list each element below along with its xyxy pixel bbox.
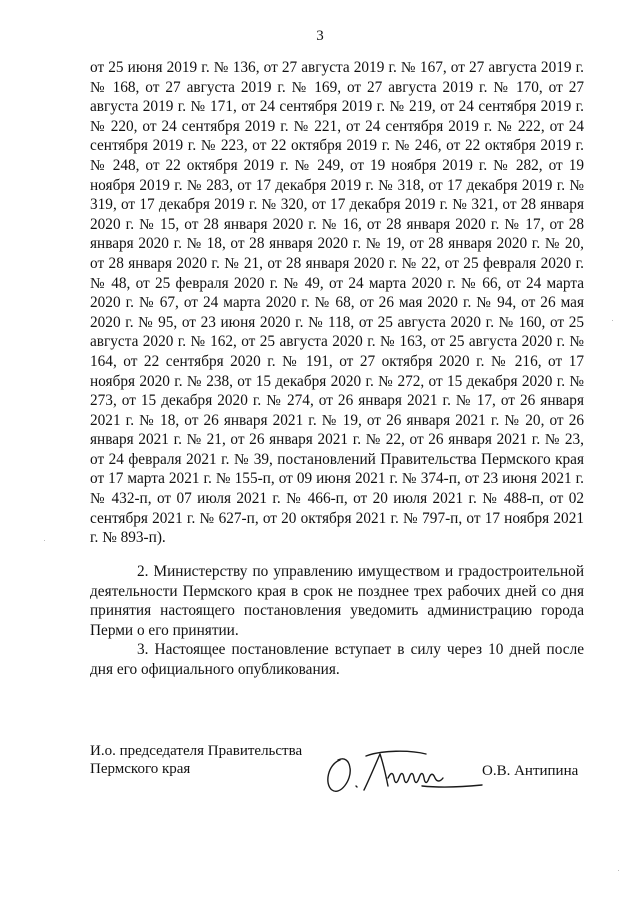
paragraph-entry-into-force: 3. Настоящее постановление вступает в силу через 10 дней после дня его официального опубликования. xyxy=(90,641,584,678)
scan-dot xyxy=(44,540,45,541)
signature-stroke-dot xyxy=(356,786,357,787)
scan-dot xyxy=(618,870,619,871)
paragraph-legal-acts-list: от 25 июня 2019 г. № 136, от 27 августа 2019 г. № 167, от 27 августа 2019 г. № 168, от 27 августа 2019 г. № 169, от 27 августа 2019 г. № 170, от 27 августа 2019 г. № 171, от 24 сентября 2019 г. № 219, от 24 сентября 2019 г. № 220, от 24 сентября 2019 г. № 221, от 24 сентября 2019 г. № 222, от 24 сентября 2019 г. № 223, от 22 октября 2019 г. № 246, от 22 октября 2019 г. № 248, от 22 октября 2019 г. № 249, от 19 ноября 2019 г. № 282, от 19 ноября 2019 г. № 283, от 17 декабря 2019 г. № 318, от 17 декабря 2019 г. № 319, от 17 декабря 2019 г. № 320, от 17 декабря 2019 г. № 321, от 28 января 2020 г. № 15, от 28 января 2020 г. № 16, от 28 января 2020 г. № 17, от 28 января 2020 г. № 18, от 28 января 2020 г. № 19, от 28 января 2020 г. № 20, от 28 января 2020 г. № 21, от 28 января 2020 г. № 22, от 25 февраля 2020 г. № 48, от 25 февраля 2020 г. № 49, от 24 марта 2020 г. № 66, от 24 марта 2020 г. № 67, от 24 марта 2020 г. № 68, от 26 мая 2020 г. № 94, от 26 мая 2020 г. № 95, от 23 июня 2020 г. № 118, от 25 августа 2020 г. № 160, от 25 августа 2020 г. № 162, от 25 августа 2020 г. № 163, от 25 августа 2020 г. № 164, от 22 сентября 2020 г. № 191, от 27 октября 2020 г. № 216, от 17 ноября 2020 г. № 238, от 15 декабря 2020 г. № 272, от 15 декабря 2020 г. № 273, от 15 декабря 2020 г. № 274, от 26 января 2021 г. № 17, от 26 января 2021 г. № 18, от 26 января 2021 г. № 19, от 26 января 2021 г. № 20, от 26 января 2021 г. № 21, от 26 января 2021 г. № 22, от 26 января 2021 г. № 23, от 24 февраля 2021 г. № 39, постановлений Правительства Пермского края от 17 марта 2021 г. № 155-п, от 09 июня 2021 г. № 374-п, от 23 июня 2021 г. № 432-п, от 07 июля 2021 г. № 466-п, от 20 июля 2021 г. № 488-п, от 02 сентября 2021 г. № 627-п, от 20 октября 2021 г. № 797-п, от 17 ноября 2021 г. № 893-п). xyxy=(90,59,584,547)
signature-stroke-a-top xyxy=(366,751,426,756)
handwritten-signature xyxy=(322,742,492,800)
signature-stroke-scribble xyxy=(388,774,443,783)
paragraph-ministry-notice: 2. Министерству по управлению имуществом и градостроительной деятельности Пермского края в срок не позднее трех рабочих дней со дня принятия настоящего постановления уведомить администрацию города Перми о его принятии. xyxy=(90,563,584,639)
signature-stroke-a-body xyxy=(364,754,388,790)
signatory-name: О.В. Антипина xyxy=(482,763,579,779)
signature-stroke-o xyxy=(328,759,350,791)
page-number: 3 xyxy=(316,28,324,44)
signatory-position xyxy=(90,742,302,778)
scan-dot xyxy=(612,320,613,321)
signatory-position-line-2: Пермского края xyxy=(90,761,191,777)
signature-stroke-underline xyxy=(422,785,482,787)
signatory-position-line-1: И.о. председателя Правительства xyxy=(90,743,303,759)
